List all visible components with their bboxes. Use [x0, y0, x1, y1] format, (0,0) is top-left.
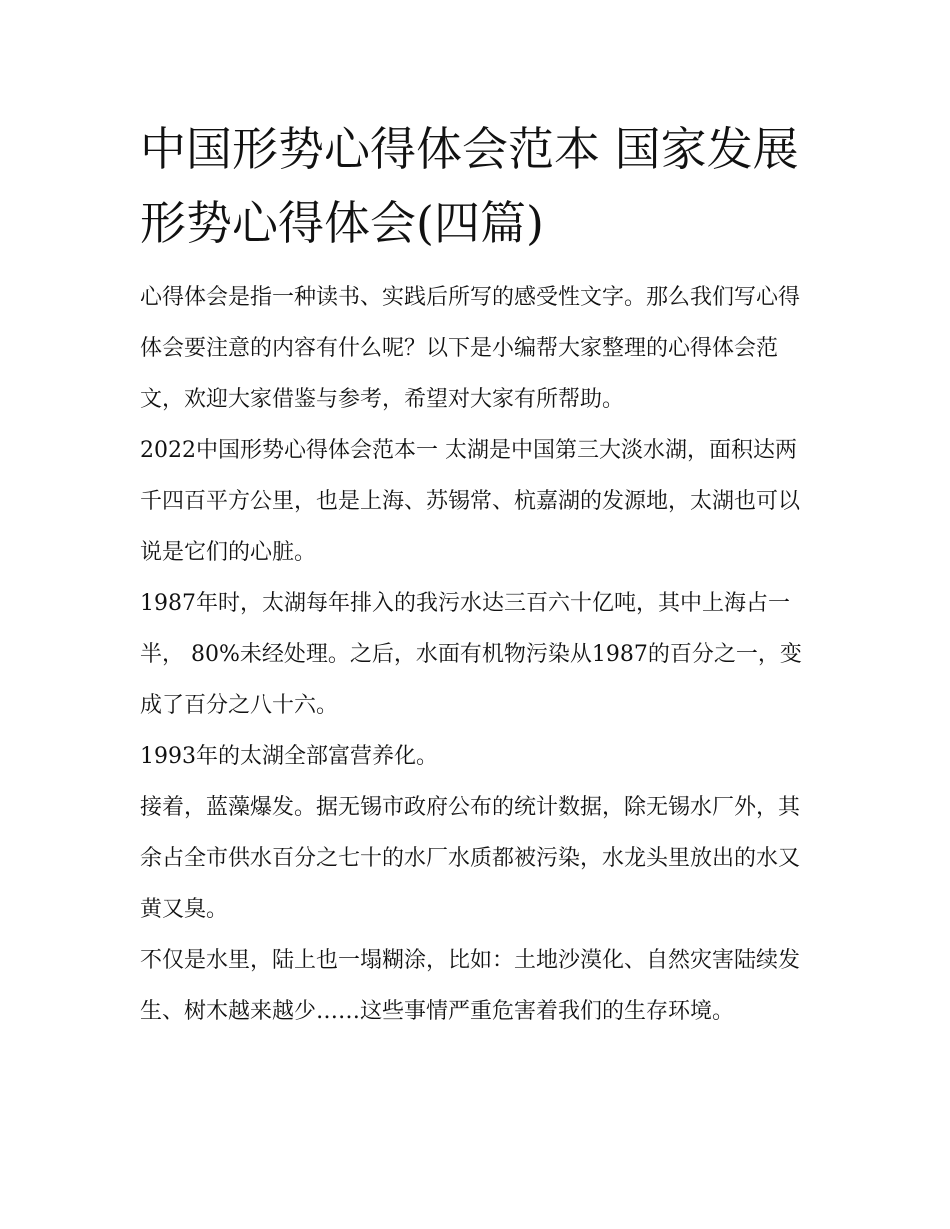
paragraph-1993: 1993年的太湖全部富营养化。 — [140, 744, 438, 769]
paragraph-taihu-intro: 2022中国形势心得体会范本一 太湖是中国第三大淡水湖，面积达两千四百平方公里，也是上海、苏锡常、杭嘉湖的发源地，太湖也可以说是它们的心脏。 — [140, 438, 801, 565]
document-body — [140, 112, 812, 1037]
paragraph-1987: 1987年时，太湖每年排入的我污水达三百六十亿吨，其中上海占一半， 80%未经处理。之后，水面有机物污染从1987的百分之一，变成了百分之八十六。 — [140, 591, 802, 718]
paragraph-algae: 接着，蓝藻爆发。据无锡市政府公布的统计数据，除无锡水厂外，其余占全市供水百分之七十的水厂水质都被污染，水龙头里放出的水又黄又臭。 — [140, 795, 801, 922]
document-title: 中国形势心得体会范本 国家发展形势心得体会(四篇) — [140, 122, 799, 250]
paragraph-intro: 心得体会是指一种读书、实践后所写的感受性文字。那么我们写心得体会要注意的内容有什么呢？以下是小编帮大家整理的心得体会范文，欢迎大家借鉴与参考，希望对大家有所帮助。 — [140, 285, 801, 412]
paragraph-land: 不仅是水里，陆上也一塌糊涂，比如：土地沙漠化、自然灾害陆续发生、树木越来越少……这些事情严重危害着我们的生存环境。 — [140, 948, 801, 1024]
